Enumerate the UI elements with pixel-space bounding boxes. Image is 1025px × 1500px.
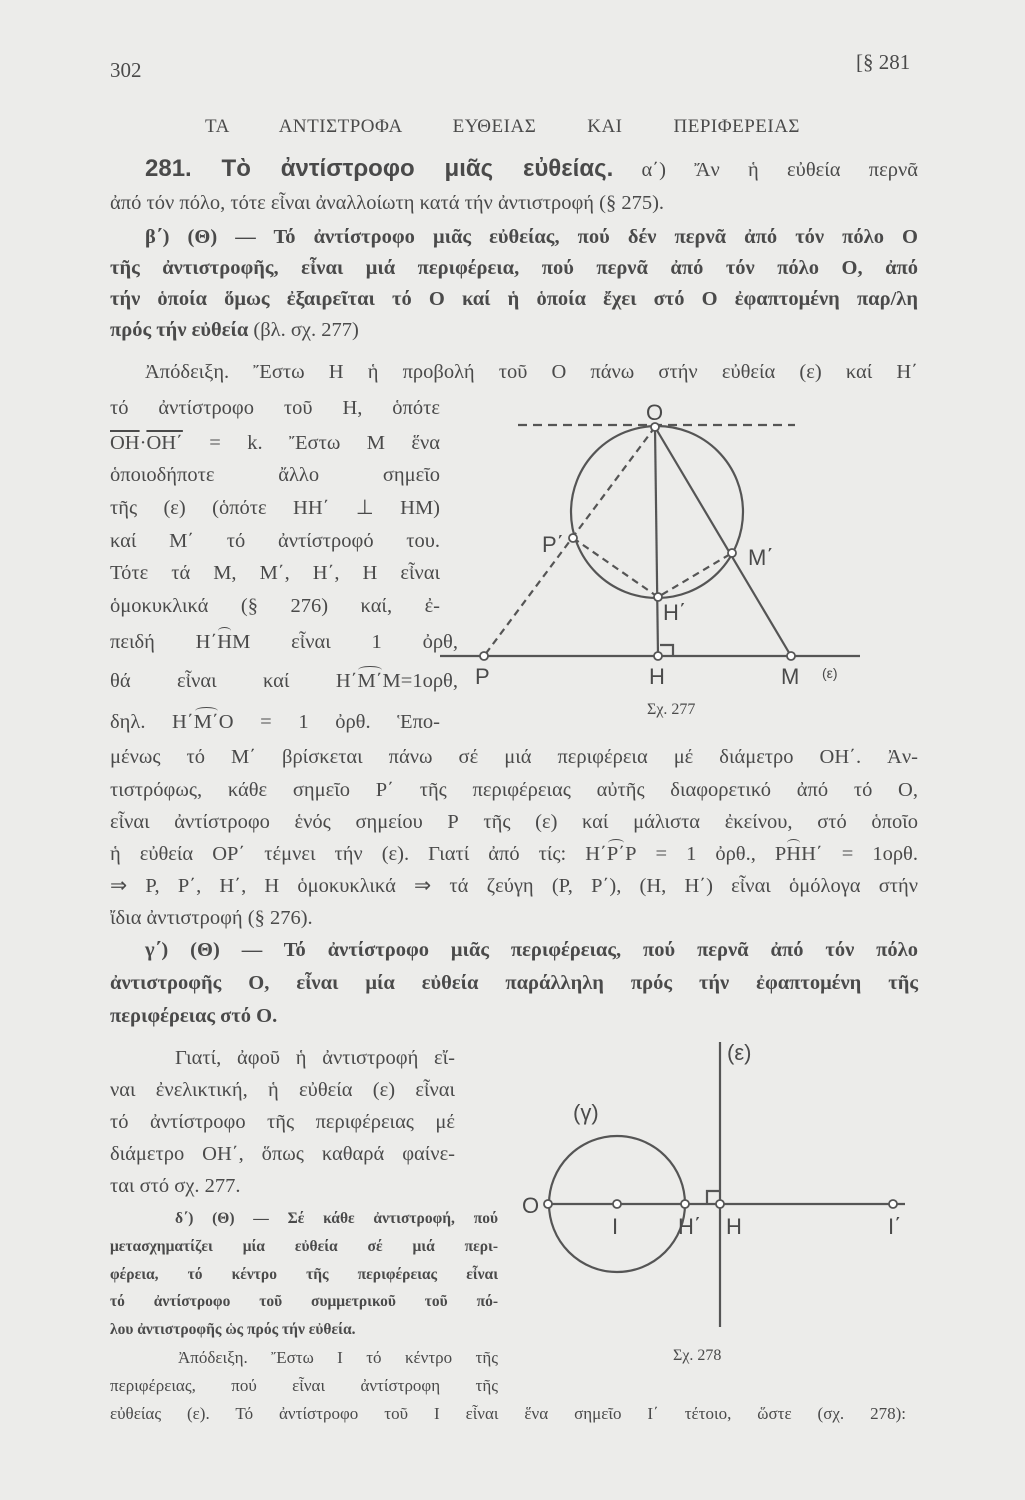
theorem-c-line: ἀντιστροφῆς Ο, εἶναι μία εὐθεία παράλληλη πρός τήν ἐφαπτομένη τῆς [110,972,918,994]
figure-277 [440,423,860,660]
theorem-d-line: φέρεια, τό κέντρο τῆς περιφέρειας εἶναι [110,1266,498,1283]
text-line: διάμετρο ΟΗ΄, ὅπως καθαρά φαίνε- [110,1143,455,1165]
text-line: Γιατί, ἀφοῦ ἡ ἀντιστροφή εἴ- [175,1047,455,1069]
clause-a: α΄) Ἄν ἡ εὐθεία περνᾶ [613,159,918,181]
label-M-prime: M΄ [748,545,774,570]
label-H: H [726,1214,742,1239]
theorem-b-line: τήν ὁποία ὅμως ἐξαιρεῖται τό Ο καί ἡ ὁποία ἔχει στό Ο ἐφαπτομένη παρ/λη [110,288,918,310]
text-line: καί Μ΄ τό ἀντίστροφό του. [110,530,440,552]
segment-OH [655,427,658,656]
theorem-b-end: πρός τήν εὐθεία [110,319,249,341]
theorem-c-line: γ΄) (Θ) — Τό ἀντίστροφο μιᾶς περιφέρειας, πού περνᾶ ἀπό τόν πόλο [145,939,918,961]
point-I-prime [889,1200,897,1208]
label-e: (ε) [822,665,838,681]
point-H-prime [654,593,662,601]
text-line: ται στό σχ. 277. [110,1175,241,1197]
label-H-prime: H΄ [663,600,687,625]
theorem-c-line: περιφέρειας στό Ο. [110,1005,278,1027]
label-I: I [612,1214,619,1239]
theorem-b-line: τῆς ἀντιστροφῆς, εἶναι μιά περιφέρεια, πού περνᾶ ἀπό τόν πόλο Ο, ἀπό [110,257,918,279]
point-O [544,1200,552,1208]
angle-vertex: Η [217,631,233,653]
theorem-d-line: δ΄) (Θ) — Σέ κάθε ἀντιστροφή, πού [175,1210,498,1227]
point-H-prime [681,1200,689,1208]
text-line: τιστρόφως, κάθε σημεῖο Ρ΄ τῆς περιφέρειας αὐτῆς διαφορετικό ἀπό τό Ο, [110,779,918,801]
text-line: ἀπό τόν πόλο, τότε εἶναι ἀναλλοίωτη κατά τήν ἀντιστροφή (§ 275). [110,192,665,214]
text: Ρ = 1 ὀρθ., Ρ [625,843,787,865]
section-heading: 281. Τὸ ἀντίστροφο μιᾶς εὐθείας. [145,155,614,182]
section-reference: [§ 281 [856,50,911,74]
label-e: (ε) [727,1040,752,1065]
figure-reference: (βλ. σχ. 277) [248,319,359,341]
point-M [787,652,795,660]
text-line: ὁμοκυκλικά (§ 276) καί, ἐ- [110,595,440,617]
text: δηλ. Η΄ [110,711,194,733]
segment-OH-prime: $\overline{OH΄}$ [146,432,183,454]
label-O: O [646,400,664,425]
text-line: τό ἀντίστροφο τοῦ Η, ὁπότε [110,397,440,419]
text-line: ἴδια ἀντιστροφή (§ 276). [110,907,313,929]
figure-277-caption: Σχ. 277 [647,701,696,718]
label-H: H [649,664,665,689]
text-line: ⇒ Ρ, Ρ΄, Η΄, Η ὁμοκυκλικά ⇒ τά ζεύγη (Ρ, Ρ΄), (Η, Η΄) εἶναι ὁμόλογα στήν [110,875,918,897]
point-P-prime [569,534,577,542]
text: θά εἶναι καί Η΄ [110,670,358,692]
text-line: τῆς (ε) (ὁπότε ΗΗ΄ ⊥ ΗΜ) [110,497,440,519]
point-I [613,1200,621,1208]
figure-278-caption: Σχ. 278 [673,1347,722,1364]
text: Μ=1ορθ, [382,670,458,692]
angle-vertex: Μ΄ [357,670,383,692]
text-line: τό ἀντίστροφο τῆς περιφέρειας μέ [110,1111,455,1133]
label-I-prime: I΄ [888,1214,902,1239]
angle-vertex: Η [786,843,802,865]
dot: · [139,432,147,454]
text-line: εἶναι ἀντίστροφο ἑνός σημείου Ρ τῆς (ε) καί μάλιστα ἐκείνου, στό ὁποῖο [110,811,918,833]
text-line: ὁποιοδήποτε ἄλλο σημεῖο [110,464,440,486]
proof-line: Ἀπόδειξη. Ἔστω Ι τό κέντρο τῆς [178,1348,498,1367]
point-M-prime [728,549,736,557]
angle-vertex: Ρ΄ [606,843,626,865]
point-P [480,652,488,660]
text: Μ εἶναι 1 ὀρθ, [232,631,458,653]
segment-OP [484,427,655,656]
proof-line: Ἀπόδειξη. Ἔστω Η ἡ προβολή τοῦ Ο πάνω στήν εὐθεία (ε) καί Η΄ [145,361,918,383]
text: = k. Ἔστω Μ ἕνα [182,432,440,454]
page-number: 302 [110,58,142,82]
proof-line: εὐθείας (ε). Τό ἀντίστροφο τοῦ Ι εἶναι ἕνα σημεῖο Ι΄ τέτοιο, ὥστε (σχ. 278): [110,1404,906,1423]
theorem-d-line: μετασχηματίζει μία εὐθεία σέ μιά περι- [110,1238,498,1255]
theorem-d-line: τό ἀντίστροφο τοῦ συμμετρικοῦ τοῦ πό- [110,1293,498,1310]
segments-P'H'M' [573,538,732,597]
angle-vertex: Μ΄ [193,711,219,733]
label-O: O [522,1193,540,1218]
text: ἡ εὐθεία ΟΡ΄ τέμνει τήν (ε). Γιατί ἀπό τίς: Η΄ [110,843,607,865]
label-M: M [781,664,800,689]
point-H [654,652,662,660]
text-line: Τότε τά Μ, Μ΄, Η΄, Η εἶναι [110,562,440,584]
label-gamma: (γ) [573,1100,599,1125]
chapter-title: ΤΑ ΑΝΤΙΣΤΡΟΦΑ ΕΥΘΕΙΑΣ ΚΑΙ ΠΕΡΙΦΕΡΕΙΑΣ [205,116,800,137]
label-H-prime: H΄ [678,1214,702,1239]
text-line: ναι ἐνελικτική, ἡ εὐθεία (ε) εἶναι [110,1079,455,1101]
text: πειδή Η΄ [110,631,218,653]
text-line: μένως τό Μ΄ βρίσκεται πάνω σέ μιά περιφέρεια μέ διάμετρο ΟΗ΄. Ἀν- [110,746,918,768]
proof-line: περιφέρειας, πού εἶναι ἀντίστροφη τῆς [110,1376,498,1395]
segment-OH: $\overline{OH}$ [110,432,140,454]
theorem-b-line: β΄) (Θ) — Τό ἀντίστροφο μιᾶς εὐθείας, πού δέν περνᾶ ἀπό τόν πόλο Ο [145,226,918,248]
text: Ο = 1 ὀρθ. Ἑπο- [218,711,440,733]
point-H [716,1200,724,1208]
text: Η΄ = 1ορθ. [801,843,919,865]
figure-278 [544,1042,905,1327]
theorem-d-line: λου ἀντιστροφῆς ὡς πρός τήν εὐθεία. [110,1321,356,1338]
label-P-prime: P΄ [542,532,564,557]
label-P: P [475,664,490,689]
